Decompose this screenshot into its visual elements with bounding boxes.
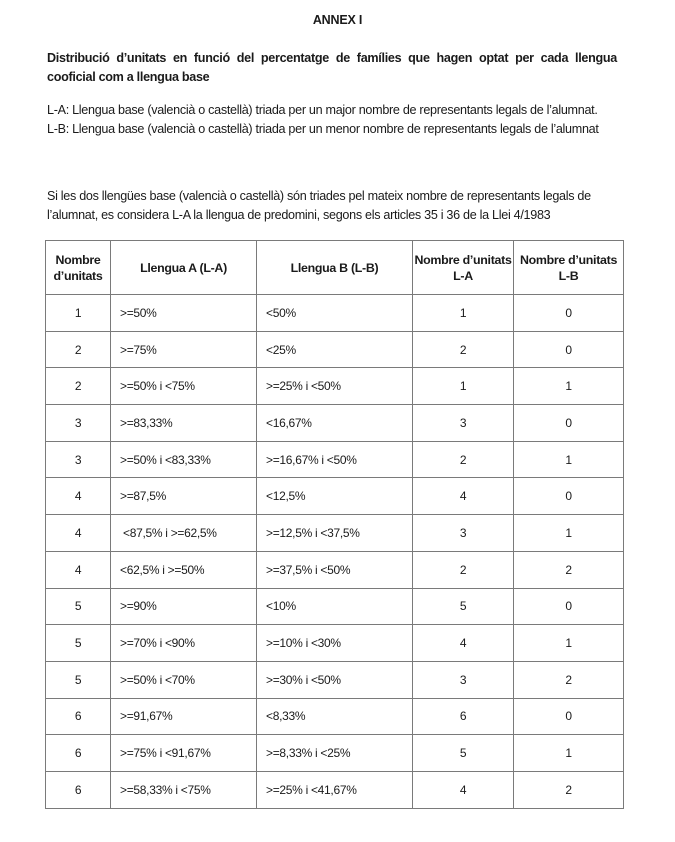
cell-unitats-la: 2 bbox=[413, 331, 514, 368]
header-unitats-la: Nombre d’unitats L-A bbox=[413, 241, 514, 295]
table-row bbox=[46, 331, 624, 368]
header-unitats-lb: Nombre d’unitats L-B bbox=[514, 241, 624, 295]
table-row bbox=[46, 735, 624, 772]
definition-lb: L-B: Llengua base (valencià o castellà) triada per un menor nombre de representants legals de l’alumnat bbox=[47, 122, 599, 136]
section-heading: Distribució d’unitats en funció del percentatge de famílies que hagen optat per cada llengua cooficial com a llengua base bbox=[47, 51, 617, 84]
cell-llengua-b: >=37,5% i <50% bbox=[257, 551, 413, 588]
table-row bbox=[46, 698, 624, 735]
cell-unitats-la: 2 bbox=[413, 551, 514, 588]
definitions bbox=[47, 101, 617, 139]
cell-llengua-b: <50% bbox=[257, 295, 413, 332]
cell-llengua-a: >=50% i <83,33% bbox=[111, 441, 257, 478]
cell-unitats-la: 5 bbox=[413, 588, 514, 625]
cell-llengua-a: >=87,5% bbox=[111, 478, 257, 515]
cell-llengua-a: >=50% bbox=[111, 295, 257, 332]
cell-nombre-unitats: 6 bbox=[46, 735, 111, 772]
cell-nombre-unitats: 6 bbox=[46, 698, 111, 735]
cell-nombre-unitats: 5 bbox=[46, 625, 111, 662]
table-row bbox=[46, 588, 624, 625]
cell-unitats-lb: 1 bbox=[514, 441, 624, 478]
table-body bbox=[46, 295, 624, 809]
cell-unitats-la: 1 bbox=[413, 368, 514, 405]
cell-unitats-la: 6 bbox=[413, 698, 514, 735]
header-llengua-a: Llengua A (L-A) bbox=[111, 241, 257, 295]
cell-llengua-b: >=25% i <41,67% bbox=[257, 771, 413, 808]
distribution-table bbox=[45, 240, 624, 809]
cell-nombre-unitats: 3 bbox=[46, 441, 111, 478]
cell-nombre-unitats: 2 bbox=[46, 368, 111, 405]
cell-nombre-unitats: 1 bbox=[46, 295, 111, 332]
table-row bbox=[46, 515, 624, 552]
cell-unitats-la: 2 bbox=[413, 441, 514, 478]
table-row bbox=[46, 441, 624, 478]
table-row bbox=[46, 368, 624, 405]
cell-unitats-la: 4 bbox=[413, 625, 514, 662]
cell-llengua-b: <10% bbox=[257, 588, 413, 625]
cell-nombre-unitats: 4 bbox=[46, 478, 111, 515]
cell-llengua-a: >=50% i <75% bbox=[111, 368, 257, 405]
cell-llengua-a: >=91,67% bbox=[111, 698, 257, 735]
cell-llengua-b: >=16,67% i <50% bbox=[257, 441, 413, 478]
cell-unitats-lb: 0 bbox=[514, 588, 624, 625]
tie-note-text: Si les dos llengües base (valencià o castellà) són triades pel mateix nombre de representants legals de l’alumnat, es considera L-A la llengua de predomini, segons els articles 35 i 36 de la Llei 4/1983 bbox=[47, 189, 591, 222]
cell-llengua-a: >=70% i <90% bbox=[111, 625, 257, 662]
cell-llengua-a: >=75% bbox=[111, 331, 257, 368]
cell-unitats-lb: 1 bbox=[514, 625, 624, 662]
cell-llengua-b: >=12,5% i <37,5% bbox=[257, 515, 413, 552]
annex-title: ANNEX I bbox=[312, 13, 363, 27]
cell-unitats-la: 4 bbox=[413, 478, 514, 515]
cell-unitats-lb: 0 bbox=[514, 698, 624, 735]
cell-unitats-la: 3 bbox=[413, 515, 514, 552]
header-llengua-b: Llengua B (L-B) bbox=[257, 241, 413, 295]
cell-nombre-unitats: 2 bbox=[46, 331, 111, 368]
cell-unitats-la: 1 bbox=[413, 295, 514, 332]
cell-unitats-la: 5 bbox=[413, 735, 514, 772]
cell-llengua-b: <12,5% bbox=[257, 478, 413, 515]
table-row bbox=[46, 295, 624, 332]
cell-nombre-unitats: 3 bbox=[46, 405, 111, 442]
table-row bbox=[46, 661, 624, 698]
cell-unitats-la: 4 bbox=[413, 771, 514, 808]
cell-llengua-b: <25% bbox=[257, 331, 413, 368]
cell-unitats-lb: 0 bbox=[514, 331, 624, 368]
cell-unitats-lb: 1 bbox=[514, 368, 624, 405]
cell-llengua-a: >=90% bbox=[111, 588, 257, 625]
cell-llengua-b: >=25% i <50% bbox=[257, 368, 413, 405]
table-row bbox=[46, 478, 624, 515]
cell-llengua-a: >=50% i <70% bbox=[111, 661, 257, 698]
table-header-row bbox=[46, 241, 624, 295]
cell-llengua-b: >=30% i <50% bbox=[257, 661, 413, 698]
cell-unitats-lb: 1 bbox=[514, 515, 624, 552]
table-row bbox=[46, 405, 624, 442]
cell-llengua-a: >=83,33% bbox=[111, 405, 257, 442]
cell-llengua-b: >=10% i <30% bbox=[257, 625, 413, 662]
cell-llengua-a: >=58,33% i <75% bbox=[111, 771, 257, 808]
cell-nombre-unitats: 6 bbox=[46, 771, 111, 808]
cell-unitats-la: 3 bbox=[413, 405, 514, 442]
cell-nombre-unitats: 5 bbox=[46, 588, 111, 625]
cell-unitats-lb: 2 bbox=[514, 661, 624, 698]
cell-llengua-b: <8,33% bbox=[257, 698, 413, 735]
cell-unitats-lb: 2 bbox=[514, 771, 624, 808]
cell-unitats-lb: 1 bbox=[514, 735, 624, 772]
cell-llengua-a: <87,5% i >=62,5% bbox=[111, 515, 257, 552]
table-row bbox=[46, 771, 624, 808]
cell-nombre-unitats: 5 bbox=[46, 661, 111, 698]
cell-llengua-a: >=75% i <91,67% bbox=[111, 735, 257, 772]
cell-unitats-lb: 2 bbox=[514, 551, 624, 588]
tie-note bbox=[47, 187, 617, 225]
table-row bbox=[46, 625, 624, 662]
cell-llengua-b: <16,67% bbox=[257, 405, 413, 442]
cell-llengua-b: >=8,33% i <25% bbox=[257, 735, 413, 772]
cell-unitats-lb: 0 bbox=[514, 295, 624, 332]
cell-unitats-lb: 0 bbox=[514, 478, 624, 515]
cell-unitats-la: 3 bbox=[413, 661, 514, 698]
cell-nombre-unitats: 4 bbox=[46, 551, 111, 588]
header-nombre-unitats: Nombre d’unitats bbox=[46, 241, 111, 295]
cell-unitats-lb: 0 bbox=[514, 405, 624, 442]
cell-llengua-a: <62,5% i >=50% bbox=[111, 551, 257, 588]
definition-la: L-A: Llengua base (valencià o castellà) triada per un major nombre de representants legals de l’alumnat. bbox=[47, 103, 598, 117]
cell-nombre-unitats: 4 bbox=[46, 515, 111, 552]
table-row bbox=[46, 551, 624, 588]
